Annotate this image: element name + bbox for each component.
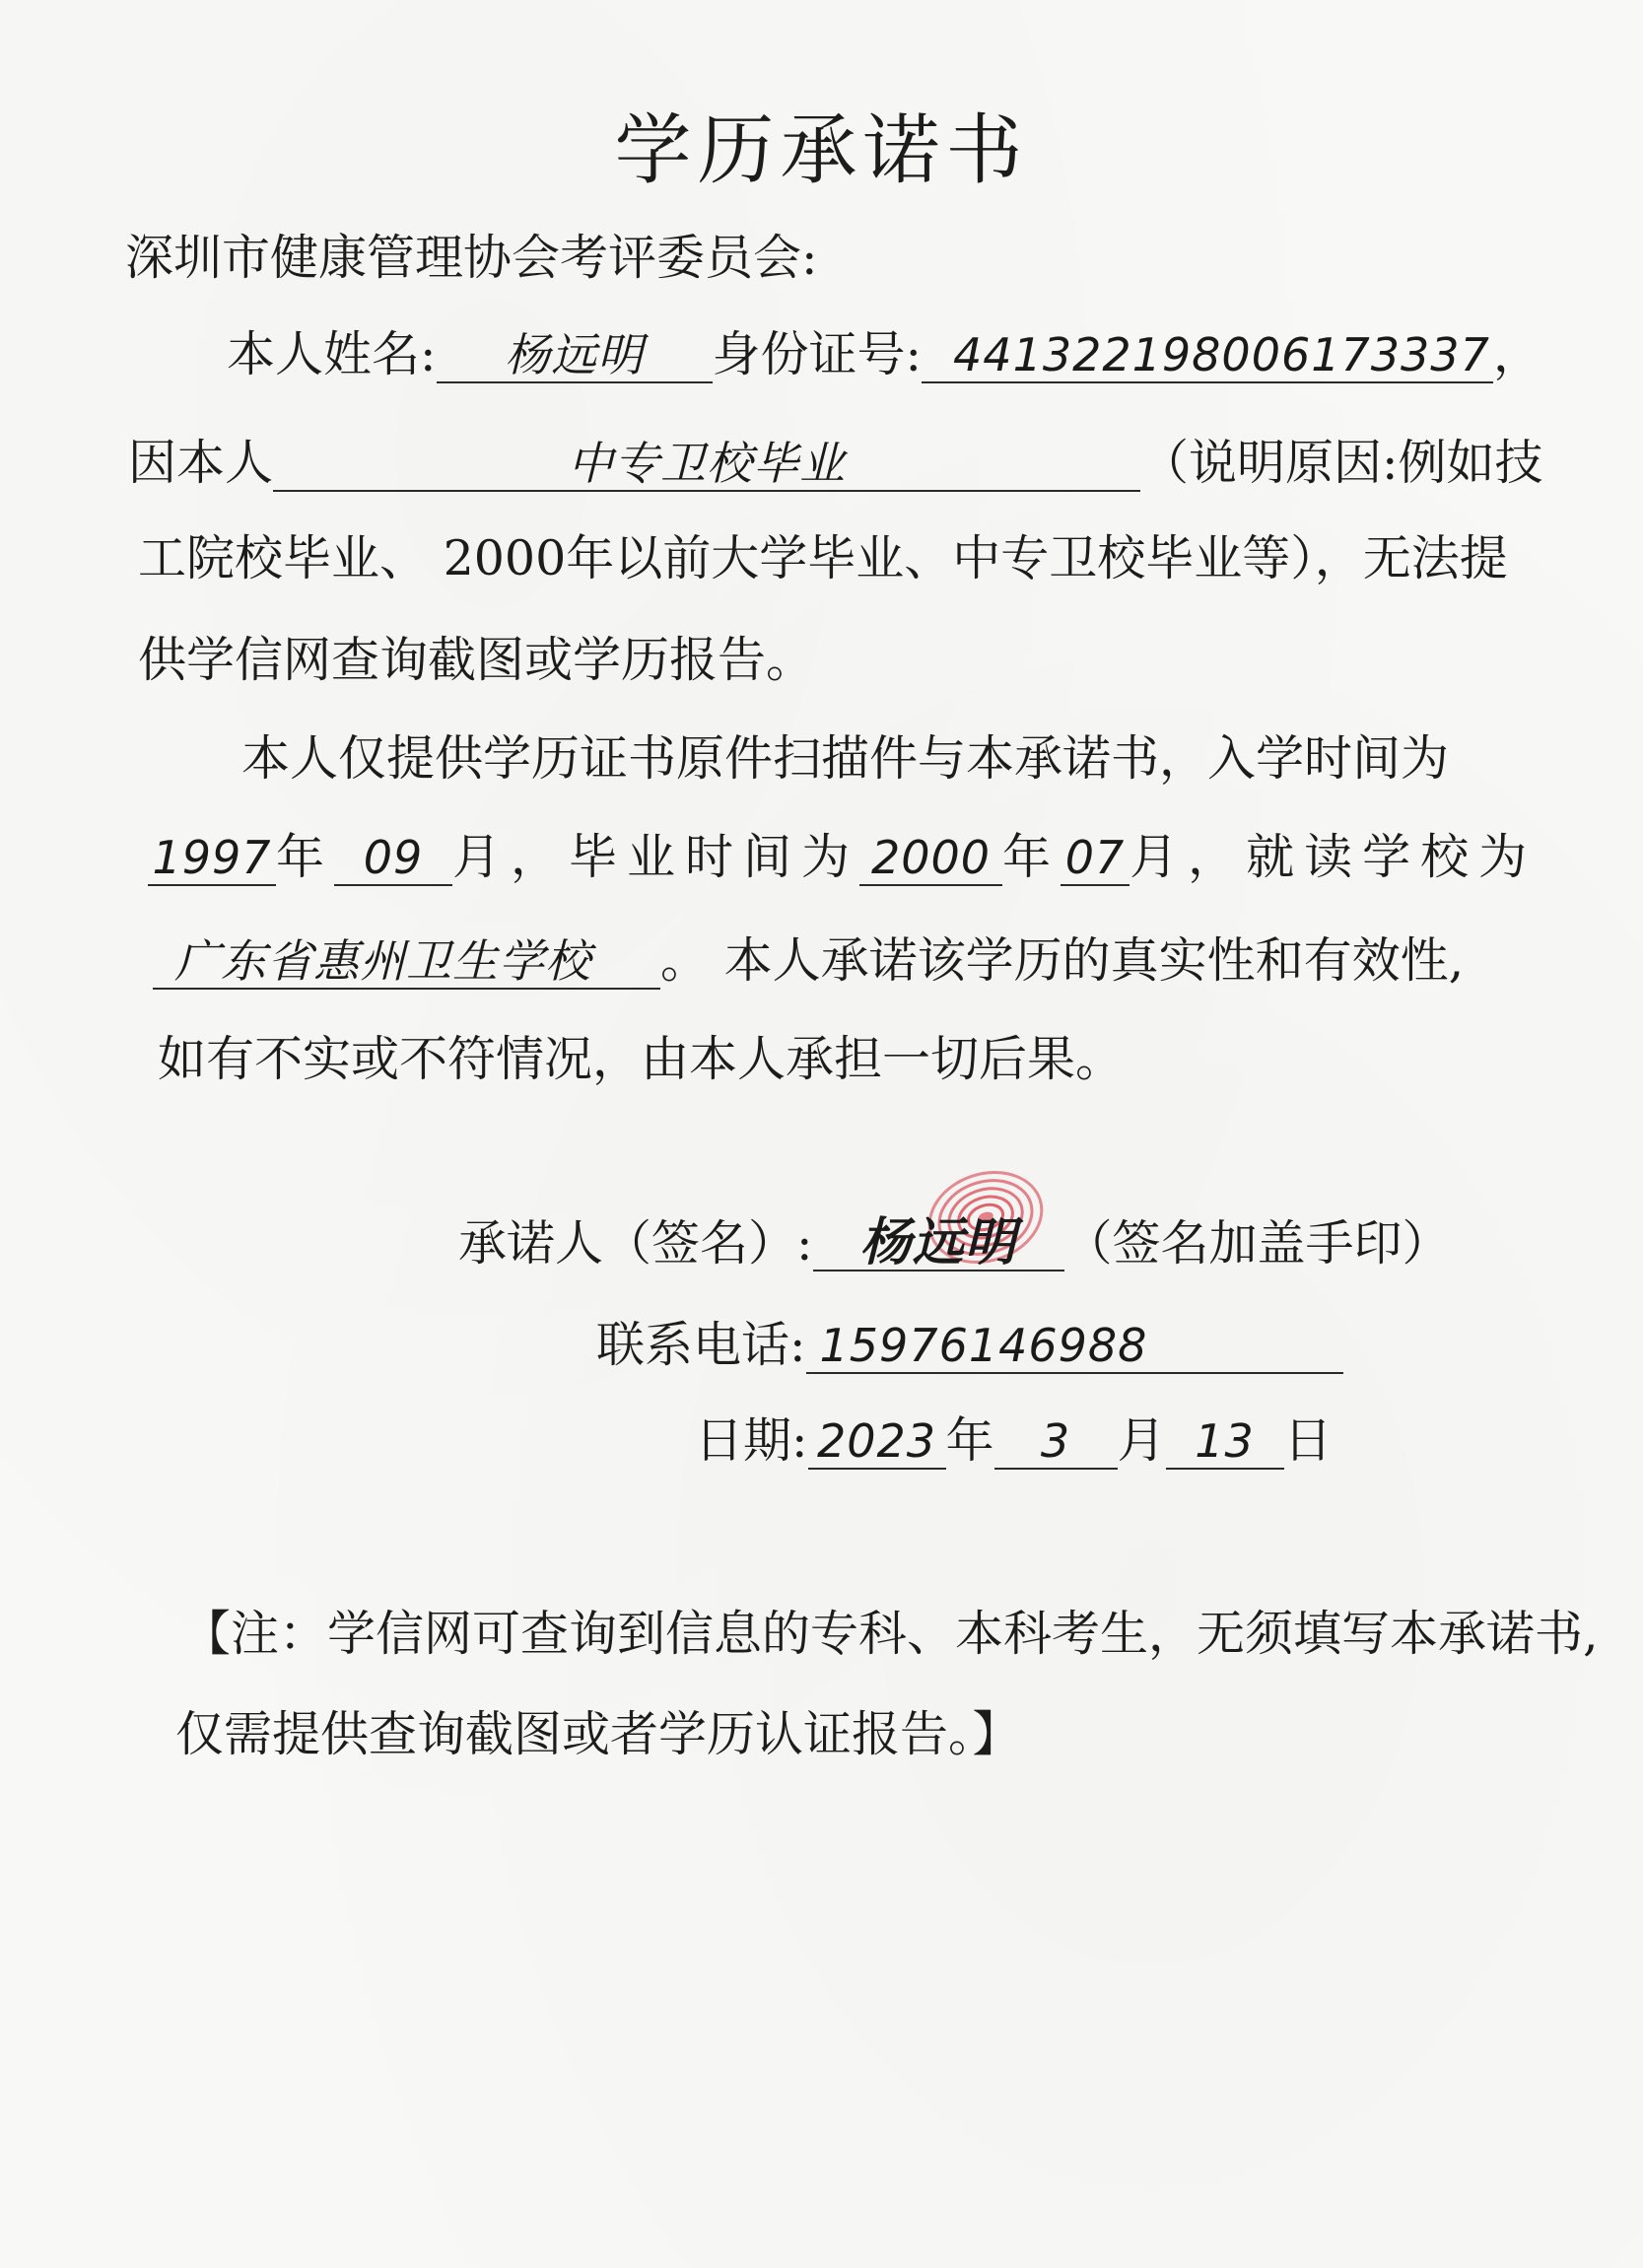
phone-line [596,1316,1343,1375]
reason-line-2: 工院校毕业、 2000年以前大学毕业、中专卫校毕业等），无法提 [138,530,1508,586]
year-char-2: 年 [1002,829,1061,885]
date-year-char: 年 [945,1412,994,1469]
date-label: 日期: [695,1412,808,1469]
month-char: 月 [452,829,512,885]
grad-year-field: 2000 [859,831,1002,886]
reason-field: 中专卫校毕业 [273,437,1140,492]
addressee: 深圳市健康管理协会考评委员会: [125,230,818,286]
line-end-comma: ， [1493,326,1542,382]
phone-label: 联系电话: [596,1317,806,1373]
year-char: 年 [276,829,335,885]
signature-line [458,1214,1451,1273]
signature-label: 承诺人（签名）: [458,1215,813,1271]
reason-suffix: （说明原因:例如技 [1140,435,1543,491]
date-month-field: 3 [994,1414,1118,1470]
reason-line-3: 供学信网查询截图或学历报告。 [138,632,815,688]
name-label: 本人姓名: [227,326,437,382]
note-line-2: 仅需提供查询截图或者学历认证报告。】 [175,1706,1021,1762]
id-label: 身份证号: [712,326,923,382]
date-year-field: 2023 [808,1414,946,1470]
date-day-field: 13 [1166,1414,1284,1470]
signature-note: （签名加盖手印） [1063,1215,1451,1271]
name-field: 杨远明 [437,328,713,383]
note-line-1: 【注：学信网可查询到信息的专科、本科考生，无须填写本承诺书, [182,1606,1599,1662]
enroll-month-field: 09 [334,831,452,886]
school-label: ，就读学校为 [1188,829,1538,885]
graduation-label: ，毕业时间为 [511,829,860,885]
month-char-2: 月 [1130,829,1189,885]
school-field: 广东省惠州卫生学校 [153,934,660,990]
phone-field: 15976146988 [806,1319,1343,1374]
enroll-year-field: 1997 [148,831,276,886]
date-month-char: 月 [1117,1412,1166,1469]
signature-field: 杨远明 [813,1216,1064,1271]
id-field: 441322198006173337 [922,328,1493,383]
commitment-line-1: 本人仅提供学历证书原件扫描件与本承诺书，入学时间为 [241,730,1450,787]
document-title: 学历承诺书 [614,106,1029,195]
commitment-last-line: 如有不实或不符情况，由本人承担一切后果。 [158,1031,1125,1087]
school-suffix: 。 本人承诺该学历的真实性和有效性, [660,932,1465,989]
date-line [695,1411,1333,1471]
date-day-char: 日 [1283,1412,1333,1469]
reason-prefix: 因本人 [128,435,274,491]
grad-month-field: 07 [1061,831,1130,886]
